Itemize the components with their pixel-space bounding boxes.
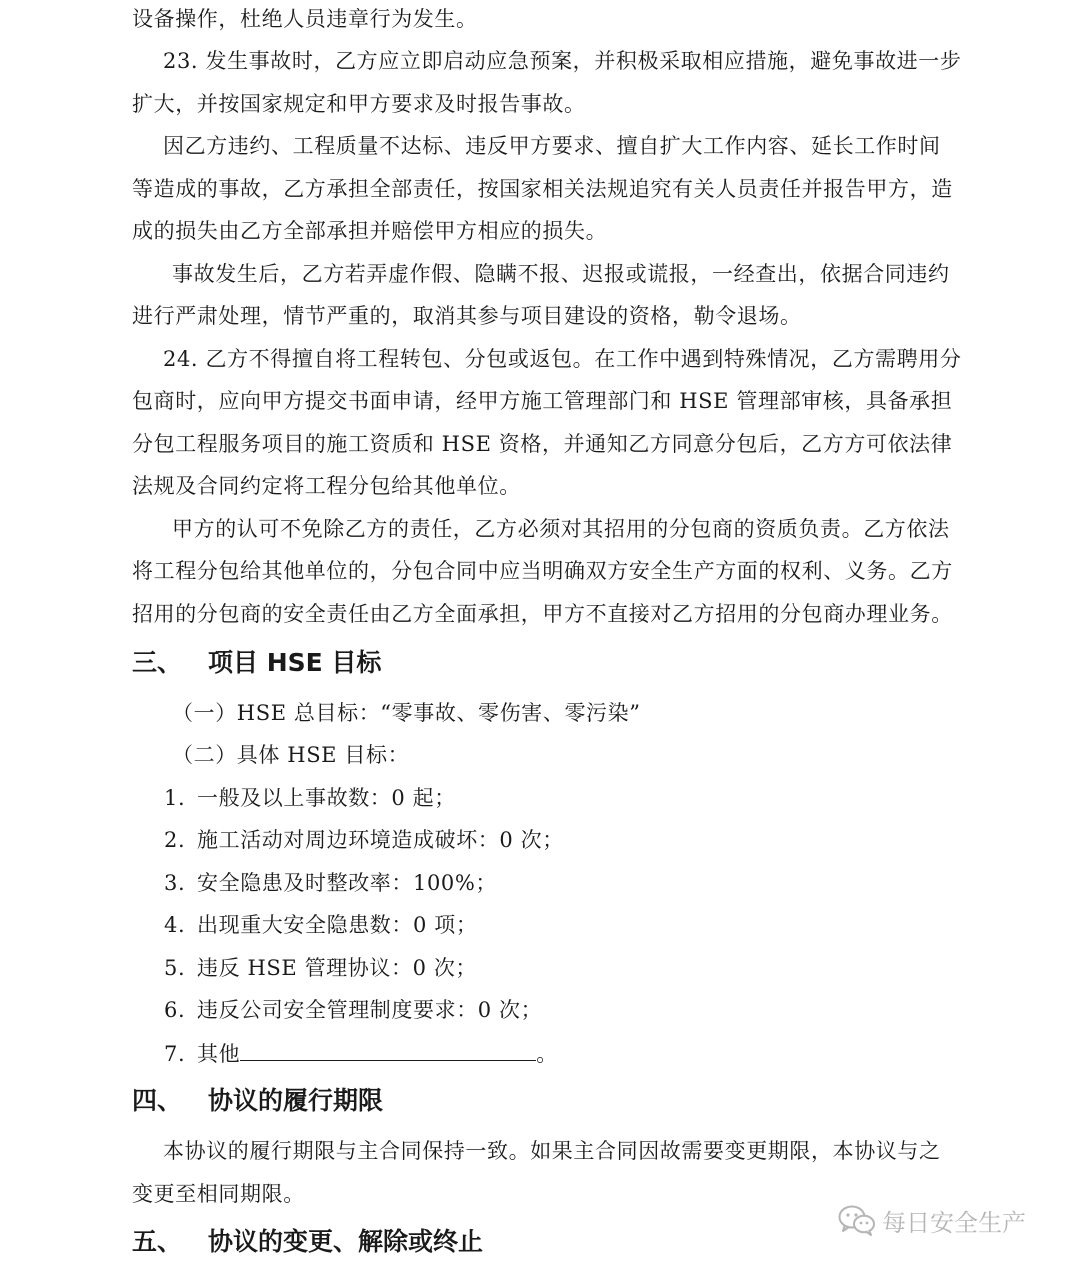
paragraph-line: 事故发生后，乙方若弄虚作假、隐瞒不报、迟报或谎报，一经查出，依据合同违约 — [172, 262, 950, 286]
goal-item — [164, 825, 564, 855]
watermark — [838, 1202, 1026, 1238]
goal-number: 1. — [164, 786, 186, 810]
clause-24-line: 包商时，应向甲方提交书面申请，经甲方施工管理部门和 HSE 管理部审核，具备承担 — [132, 389, 953, 413]
goal-item — [164, 995, 542, 1025]
goal-other-label: 其他 — [197, 1042, 241, 1066]
section-heading-4 — [132, 1084, 383, 1118]
paragraph-line: 甲方的认可不免除乙方的责任，乙方必须对其招用的分包商的资质负责。乙方依法 — [172, 517, 950, 541]
goal-text: 违反公司安全管理制度要求：0 次； — [197, 998, 543, 1022]
paragraph-line: 本协议的履行期限与主合同保持一致。如果主合同因故需要变更期限，本协议与之 — [163, 1139, 941, 1163]
goal-text: 违反 HSE 管理协议：0 次； — [197, 956, 478, 980]
goal-item — [164, 783, 456, 813]
goal-text: 出现重大安全隐患数：0 项； — [197, 913, 478, 937]
fill-in-blank — [240, 1038, 536, 1061]
clause-24-line: 法规及合同约定将工程分包给其他单位。 — [132, 474, 521, 498]
section-heading-3 — [132, 646, 381, 680]
section-number: 三、 — [132, 648, 183, 677]
paragraph-line: 成的损失由乙方全部承担并赔偿甲方相应的损失。 — [132, 219, 608, 243]
paragraph-line: 将工程分包给其他单位的，分包合同中应当明确双方安全生产方面的权利、义务。乙方 — [132, 559, 953, 583]
paragraph-line: 设备操作，杜绝人员违章行为发生。 — [132, 7, 478, 31]
goal-text: 施工活动对周边环境造成破坏：0 次； — [197, 828, 564, 852]
clause-24-line: 24. 乙方不得擅自将工程转包、分包或返包。在工作中遇到特殊情况，乙方需聘用分 — [163, 347, 962, 371]
hse-overall-goal: （一）HSE 总目标：“零事故、零伤害、零污染” — [172, 701, 641, 725]
paragraph-line: 进行严肃处理，情节严重的，取消其参与项目建设的资格，勒令退场。 — [132, 304, 802, 328]
wechat-icon — [838, 1204, 876, 1236]
section-title: 项目 HSE 目标 — [208, 648, 382, 677]
goal-text: 一般及以上事故数：0 起； — [197, 786, 456, 810]
paragraph-line: 变更至相同期限。 — [132, 1182, 305, 1206]
watermark-text: 每日安全生产 — [882, 1208, 1026, 1237]
clause-24-line: 分包工程服务项目的施工资质和 HSE 资格，并通知乙方同意分包后，乙方方可依法律 — [132, 432, 953, 456]
goal-item-other — [164, 1038, 558, 1069]
paragraph-line: 因乙方违约、工程质量不达标、违反甲方要求、擅自扩大工作内容、延长工作时间 — [163, 134, 941, 158]
goal-item — [164, 953, 477, 983]
goal-other-end: 。 — [536, 1042, 558, 1066]
goal-text: 安全隐患及时整改率：100%； — [197, 871, 498, 895]
clause-23-line: 23. 发生事故时，乙方应立即启动应急预案，并积极采取相应措施，避免事故进一步 — [163, 49, 962, 73]
goal-number: 6. — [164, 998, 186, 1022]
section-number: 四、 — [132, 1086, 183, 1115]
goal-item — [164, 910, 477, 940]
goal-number: 2. — [164, 828, 186, 852]
goal-item — [164, 868, 497, 898]
hse-specific-goals-label: （二）具体 HSE 目标： — [172, 743, 410, 767]
section-title: 协议的履行期限 — [208, 1086, 384, 1115]
goal-number: 5. — [164, 956, 186, 980]
clause-23-line: 扩大，并按国家规定和甲方要求及时报告事故。 — [132, 92, 586, 116]
goal-number: 7. — [164, 1042, 186, 1066]
section-number: 五、 — [132, 1227, 183, 1256]
paragraph-line: 等造成的事故，乙方承担全部责任，按国家相关法规追究有关人员责任并报告甲方，造 — [132, 177, 953, 201]
goal-number: 4. — [164, 913, 186, 937]
section-title: 协议的变更、解除或终止 — [208, 1227, 484, 1256]
section-heading-5 — [132, 1225, 483, 1259]
goal-number: 3. — [164, 871, 186, 895]
paragraph-line: 招用的分包商的安全责任由乙方全面承担，甲方不直接对乙方招用的分包商办理业务。 — [132, 602, 953, 626]
